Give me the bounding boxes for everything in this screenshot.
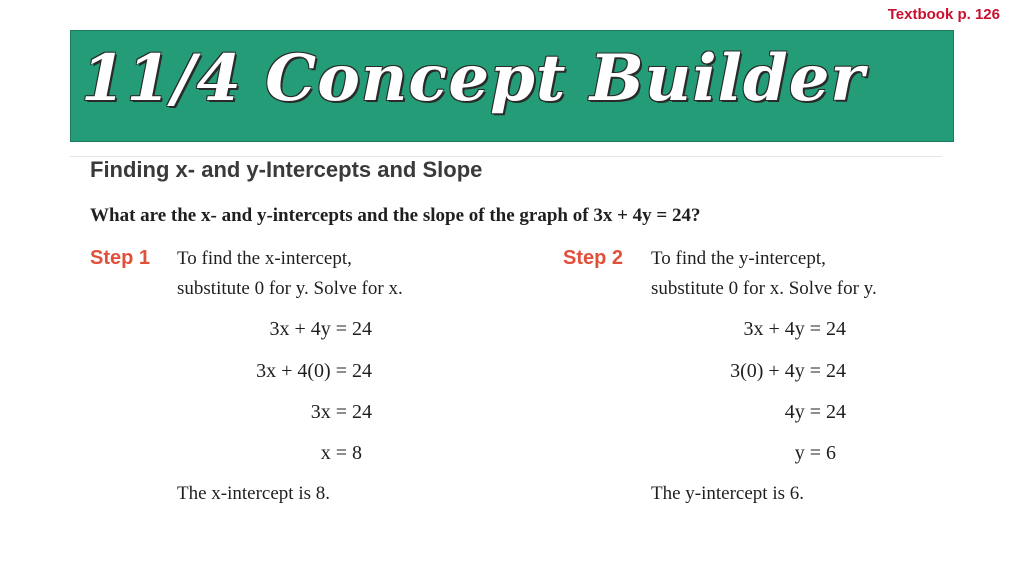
step2-instruction-line1: To find the y-intercept, xyxy=(651,248,826,269)
lesson-question: What are the x- and y-intercepts and the slope of the graph of 3x + 4y = 24? xyxy=(90,205,701,226)
step2-equation-1: 3x + 4y = 24 xyxy=(743,318,846,340)
step1-equation-1: 3x + 4y = 24 xyxy=(269,318,372,340)
step1-equation-4: x = 8 xyxy=(320,442,362,464)
step1-conclusion: The x-intercept is 8. xyxy=(177,483,331,504)
slide-title: 11/4 Concept Builder xyxy=(81,41,866,116)
lesson-heading: Finding x- and y-Intercepts and Slope xyxy=(90,157,483,182)
step2-equation-3: 4y = 24 xyxy=(784,401,846,423)
step1-equation-3: 3x = 24 xyxy=(310,401,372,423)
step2-label: Step 2 xyxy=(563,247,624,269)
textbook-reference: Textbook p. 126 xyxy=(887,6,1000,23)
step2-equation-4: y = 6 xyxy=(794,442,836,464)
step1-equation-2: 3x + 4(0) = 24 xyxy=(256,360,372,382)
title-banner xyxy=(70,30,954,142)
step2-conclusion: The y-intercept is 6. xyxy=(651,483,805,504)
step2-instruction-line2: substitute 0 for x. Solve for y. xyxy=(651,278,877,299)
step1-instruction-line1: To find the x-intercept, xyxy=(177,248,352,269)
step1-instruction-line2: substitute 0 for y. Solve for x. xyxy=(177,278,403,299)
step1-label: Step 1 xyxy=(90,247,151,269)
step2-equation-2: 3(0) + 4y = 24 xyxy=(730,360,846,382)
